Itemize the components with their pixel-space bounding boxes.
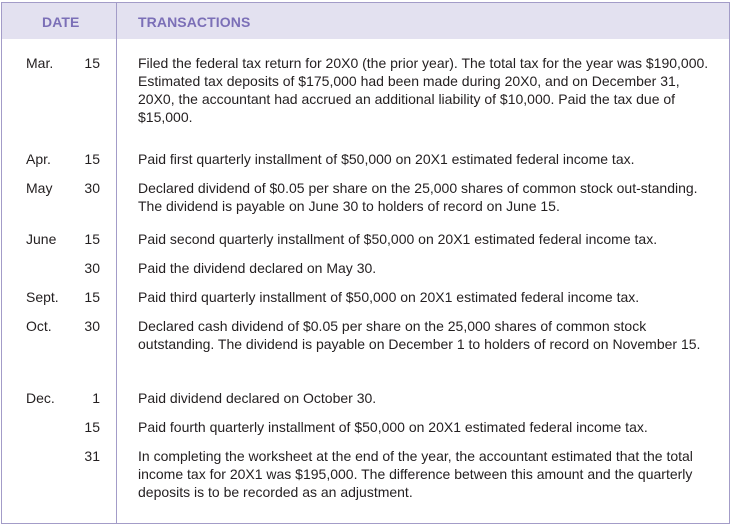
row-day: 30: [84, 318, 100, 334]
row-day: 15: [84, 419, 100, 435]
row-month: Apr.: [26, 151, 51, 167]
row-description: Paid the dividend declared on May 30.: [138, 260, 377, 276]
row-day: 15: [84, 289, 100, 305]
row-description: Paid third quarterly installment of $50,000 on 20X1 estimated federal income tax.: [138, 289, 640, 305]
row-description: Declared dividend of $0.05 per share on the 25,000 shares of common stock out-standing. The dividend is payable on June 30 to holders of record on June 15.: [138, 180, 698, 214]
row-day: 15: [84, 231, 100, 247]
row-day: 15: [84, 151, 100, 167]
row-day: 30: [84, 180, 100, 196]
row-month: Oct.: [26, 318, 52, 334]
column-divider: [116, 3, 117, 523]
row-day: 1: [92, 390, 100, 406]
row-description: Paid dividend declared on October 30.: [138, 390, 377, 406]
row-month: May: [26, 180, 53, 196]
row-description: Paid first quarterly installment of $50,000 on 20X1 estimated federal income tax.: [138, 151, 635, 167]
row-description: Filed the federal tax return for 20X0 (the prior year). The total tax for the year was $190,000. Estimated tax deposits of $175,000 had been made during 20X0, and on December 31, 20X0, the accountant had accrued an additional liability of $10,000. Paid the tax due of $15,000.: [138, 55, 709, 125]
row-month: Dec.: [26, 390, 55, 406]
row-day: 30: [84, 260, 100, 276]
row-description: Paid second quarterly installment of $50,000 on 20X1 estimated federal income tax.: [138, 231, 658, 247]
row-description: Paid fourth quarterly installment of $50,000 on 20X1 estimated federal income tax.: [138, 419, 648, 435]
row-month: June: [26, 231, 57, 247]
row-day: 15: [84, 55, 100, 71]
row-description: Declared cash dividend of $0.05 per share on the 25,000 shares of common stock outstanding. The dividend is payable on December 1 to holders of record on November 15.: [138, 318, 701, 352]
row-day: 31: [84, 448, 100, 464]
row-month: Sept.: [26, 289, 59, 305]
table-header: [2, 3, 729, 39]
row-month: Mar.: [26, 55, 54, 71]
transactions-table: [1, 2, 730, 524]
row-description: In completing the worksheet at the end of the year, the accountant estimated that the total income tax for 20X1 was $195,000. The difference between this amount and the quarterly deposits is to be recorded as an adjustment.: [138, 448, 693, 500]
date-column-header: DATE: [42, 14, 80, 30]
transactions-column-header: TRANSACTIONS: [138, 14, 251, 30]
